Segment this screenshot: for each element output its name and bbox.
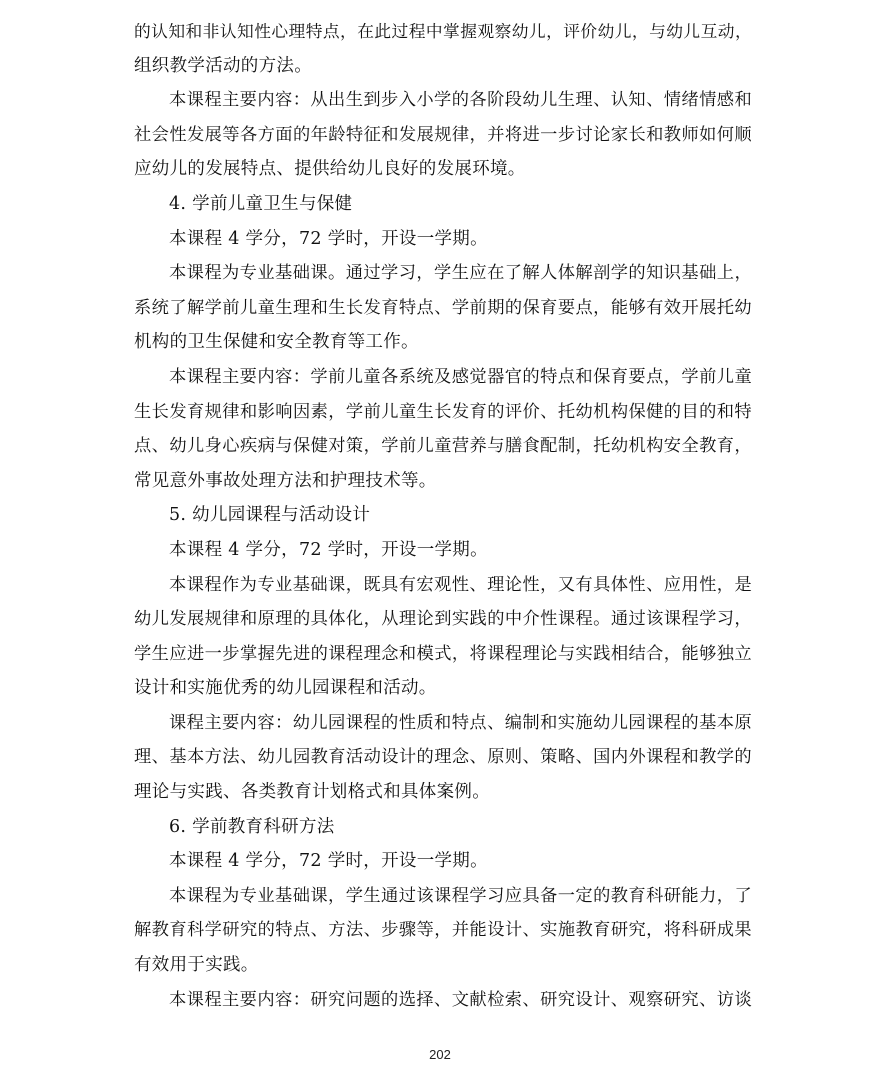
text-line: 常见意外事故处理方法和护理技术等。 bbox=[134, 470, 437, 491]
text-line: 系统了解学前儿童生理和生长发育特点、学前期的保育要点，能够有效开展托幼 bbox=[134, 297, 752, 318]
page-number: 202 bbox=[429, 1047, 451, 1062]
text-line: 本课程为专业基础课。通过学习，学生应在了解人体解剖学的知识基础上， bbox=[169, 263, 752, 284]
section-heading: 5. 幼儿园课程与活动设计 bbox=[169, 505, 371, 526]
text-line: 本课程作为专业基础课，既具有宏观性、理论性，又有具体性、应用性，是 bbox=[169, 574, 752, 595]
text-line: 本课程 4 学分，72 学时，开设一学期。 bbox=[169, 228, 488, 249]
text-line: 组织教学活动的方法。 bbox=[134, 55, 312, 76]
text-line: 本课程 4 学分，72 学时，开设一学期。 bbox=[169, 851, 488, 872]
text-line: 本课程主要内容：学前儿童各系统及感觉器官的特点和保育要点，学前儿童 bbox=[169, 366, 752, 387]
text-line: 本课程 4 学分，72 学时，开设一学期。 bbox=[169, 539, 488, 560]
text-line: 本课程主要内容：研究问题的选择、文献检索、研究设计、观察研究、访谈 bbox=[169, 989, 752, 1010]
text-line: 幼儿发展规律和原理的具体化，从理论到实践的中介性课程。通过该课程学习， bbox=[134, 609, 752, 630]
text-line: 机构的卫生保健和安全教育等工作。 bbox=[134, 332, 419, 353]
text-line: 理论与实践、各类教育计划格式和具体案例。 bbox=[134, 782, 490, 803]
text-line: 课程主要内容：幼儿园课程的性质和特点、编制和实施幼儿园课程的基本原 bbox=[169, 712, 752, 733]
text-line: 应幼儿的发展特点、提供给幼儿良好的发展环境。 bbox=[134, 159, 526, 180]
section-heading: 4. 学前儿童卫生与保健 bbox=[169, 193, 353, 214]
text-line: 解教育科学研究的特点、方法、步骤等，并能设计、实施教育研究，将科研成果 bbox=[134, 920, 752, 941]
text-line: 点、幼儿身心疾病与保健对策，学前儿童营养与膳食配制，托幼机构安全教育， bbox=[134, 436, 752, 457]
body-text bbox=[134, 14, 752, 1017]
text-line: 设计和实施优秀的幼儿园课程和活动。 bbox=[134, 678, 437, 699]
text-line: 有效用于实践。 bbox=[134, 955, 259, 976]
text-line: 社会性发展等各方面的年龄特征和发展规律，并将进一步讨论家长和教师如何顺 bbox=[134, 124, 752, 145]
text-line: 的认知和非认知性心理特点，在此过程中掌握观察幼儿，评价幼儿，与幼儿互动， bbox=[134, 21, 752, 41]
text-line: 生长发育规律和影响因素，学前儿童生长发育的评价、托幼机构保健的目的和特 bbox=[134, 401, 752, 422]
text-line: 理、基本方法、幼儿园教育活动设计的理念、原则、策略、国内外课程和教学的 bbox=[134, 747, 752, 768]
text-line: 学生应进一步掌握先进的课程理念和模式，将课程理论与实践相结合，能够独立 bbox=[134, 643, 752, 664]
text-line: 本课程主要内容：从出生到步入小学的各阶段幼儿生理、认知、情绪情感和 bbox=[169, 90, 752, 111]
text-line: 本课程为专业基础课，学生通过该课程学习应具备一定的教育科研能力，了 bbox=[169, 885, 752, 906]
section-heading: 6. 学前教育科研方法 bbox=[169, 816, 335, 837]
